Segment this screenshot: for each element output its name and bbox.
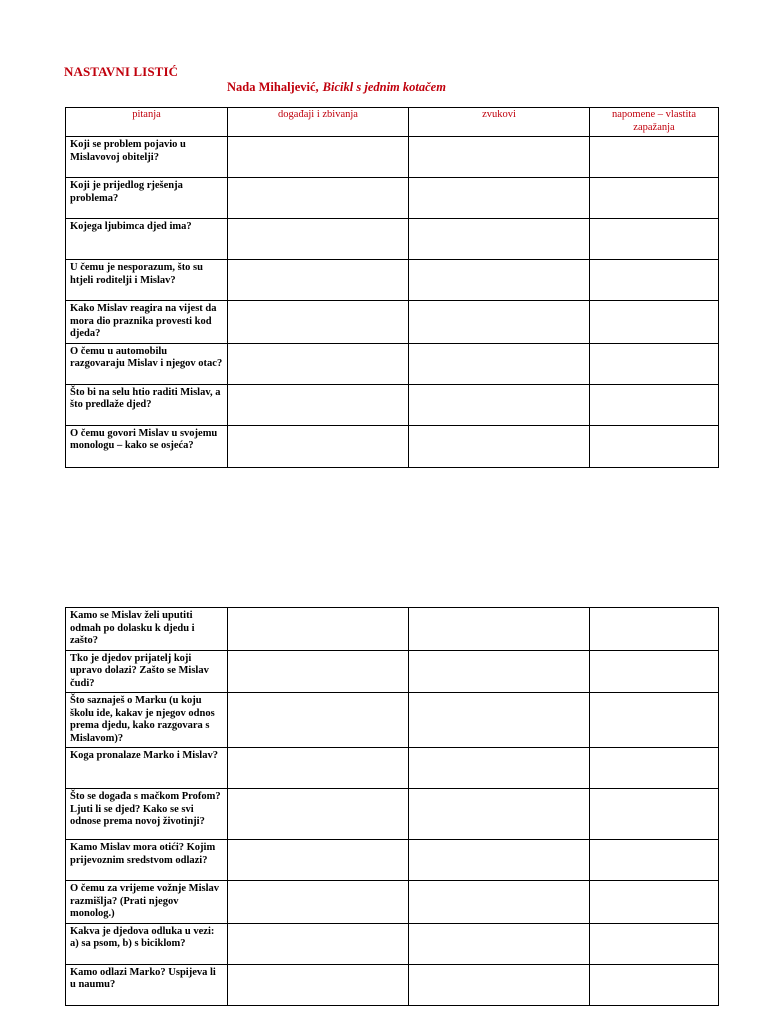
answer-cell-sounds[interactable]	[409, 384, 590, 425]
table-row	[66, 178, 719, 219]
answer-cell-sounds[interactable]	[409, 260, 590, 301]
answer-cell-events[interactable]	[228, 650, 409, 693]
answer-cell-sounds[interactable]	[409, 789, 590, 840]
table-row	[66, 219, 719, 260]
answer-cell-events[interactable]	[228, 748, 409, 789]
question-cell: Koji se problem pojavio u Mislavovoj obitelji?	[66, 137, 228, 178]
table-row	[66, 964, 719, 1005]
answer-cell-sounds[interactable]	[409, 301, 590, 344]
table-row	[66, 881, 719, 924]
answer-cell-notes[interactable]	[590, 137, 719, 178]
column-header-zvukovi: zvukovi	[409, 108, 590, 137]
answer-cell-notes[interactable]	[590, 343, 719, 384]
answer-cell-sounds[interactable]	[409, 219, 590, 260]
question-cell: O čemu za vrijeme vožnje Mislav razmišlja? (Prati njegov monolog.)	[66, 881, 228, 924]
question-cell: Što se događa s mačkom Profom? Ljuti li se djed? Kako se svi odnose prema novoj životinji?	[66, 789, 228, 840]
question-cell: Kako Mislav reagira na vijest da mora dio praznika provesti kod djeda?	[66, 301, 228, 344]
question-cell: Što saznaješ o Marku (u koju školu ide, kakav je njegov odnos prema djedu, kako razgovara s Mislavom)?	[66, 693, 228, 748]
worksheet-subtitle	[227, 80, 446, 95]
table-row	[66, 923, 719, 964]
answer-cell-events[interactable]	[228, 219, 409, 260]
work-title: Bicikl s jednim kotačem	[322, 80, 446, 94]
answer-cell-sounds[interactable]	[409, 840, 590, 881]
question-cell: O čemu govori Mislav u svojemu monologu – kako se osjeća?	[66, 425, 228, 467]
answer-cell-events[interactable]	[228, 260, 409, 301]
answer-cell-sounds[interactable]	[409, 343, 590, 384]
table-row	[66, 425, 719, 467]
question-cell: Kojega ljubimca djed ima?	[66, 219, 228, 260]
question-cell: Kamo se Mislav želi uputiti odmah po dolasku k djedu i zašto?	[66, 608, 228, 651]
answer-cell-events[interactable]	[228, 693, 409, 748]
answer-cell-sounds[interactable]	[409, 881, 590, 924]
answer-cell-events[interactable]	[228, 425, 409, 467]
answer-cell-notes[interactable]	[590, 384, 719, 425]
table-header-row	[66, 108, 719, 137]
answer-cell-sounds[interactable]	[409, 425, 590, 467]
answer-cell-sounds[interactable]	[409, 964, 590, 1005]
answer-cell-events[interactable]	[228, 881, 409, 924]
answer-cell-notes[interactable]	[590, 840, 719, 881]
answer-cell-notes[interactable]	[590, 964, 719, 1005]
table-row	[66, 650, 719, 693]
answer-cell-events[interactable]	[228, 789, 409, 840]
answer-cell-notes[interactable]	[590, 881, 719, 924]
answer-cell-sounds[interactable]	[409, 178, 590, 219]
table-row	[66, 260, 719, 301]
answer-cell-notes[interactable]	[590, 650, 719, 693]
question-cell: Što bi na selu htio raditi Mislav, a što predlaže djed?	[66, 384, 228, 425]
answer-cell-sounds[interactable]	[409, 650, 590, 693]
column-header-napomene: napomene – vlastita zapažanja	[590, 108, 719, 137]
answer-cell-sounds[interactable]	[409, 748, 590, 789]
answer-cell-events[interactable]	[228, 343, 409, 384]
answer-cell-events[interactable]	[228, 840, 409, 881]
answer-cell-notes[interactable]	[590, 219, 719, 260]
table-row	[66, 343, 719, 384]
answer-cell-events[interactable]	[228, 923, 409, 964]
questions-table-1	[65, 107, 719, 468]
answer-cell-notes[interactable]	[590, 923, 719, 964]
table-row	[66, 384, 719, 425]
table-row	[66, 789, 719, 840]
answer-cell-events[interactable]	[228, 384, 409, 425]
answer-cell-notes[interactable]	[590, 789, 719, 840]
worksheet-title: NASTAVNI LISTIĆ	[64, 64, 179, 79]
question-cell: U čemu je nesporazum, što su htjeli roditelji i Mislav?	[66, 260, 228, 301]
table-row	[66, 608, 719, 651]
question-cell: O čemu u automobilu razgovaraju Mislav i njegov otac?	[66, 343, 228, 384]
table-row	[66, 693, 719, 748]
answer-cell-notes[interactable]	[590, 260, 719, 301]
answer-cell-notes[interactable]	[590, 425, 719, 467]
question-cell: Kamo Mislav mora otići? Kojim prijevoznim sredstvom odlazi?	[66, 840, 228, 881]
question-cell: Koga pronalaze Marko i Mislav?	[66, 748, 228, 789]
questions-table-2	[65, 607, 719, 1006]
table-row	[66, 748, 719, 789]
answer-cell-sounds[interactable]	[409, 137, 590, 178]
answer-cell-notes[interactable]	[590, 608, 719, 651]
answer-cell-events[interactable]	[228, 964, 409, 1005]
author-name: Nada Mihaljević,	[227, 80, 319, 94]
question-cell: Kakva je djedova odluka u vezi: a) sa psom, b) s biciklom?	[66, 923, 228, 964]
question-cell: Tko je djedov prijatelj koji upravo dolazi? Zašto se Mislav čudi?	[66, 650, 228, 693]
answer-cell-notes[interactable]	[590, 301, 719, 344]
answer-cell-sounds[interactable]	[409, 608, 590, 651]
question-cell: Kamo odlazi Marko? Uspijeva li u naumu?	[66, 964, 228, 1005]
column-header-dogadaji: događaji i zbivanja	[228, 108, 409, 137]
answer-cell-notes[interactable]	[590, 748, 719, 789]
answer-cell-events[interactable]	[228, 301, 409, 344]
answer-cell-events[interactable]	[228, 608, 409, 651]
answer-cell-sounds[interactable]	[409, 923, 590, 964]
question-cell: Koji je prijedlog rješenja problema?	[66, 178, 228, 219]
answer-cell-notes[interactable]	[590, 178, 719, 219]
answer-cell-events[interactable]	[228, 137, 409, 178]
column-header-pitanja: pitanja	[66, 108, 228, 137]
answer-cell-sounds[interactable]	[409, 693, 590, 748]
answer-cell-notes[interactable]	[590, 693, 719, 748]
table-row	[66, 137, 719, 178]
table-row	[66, 301, 719, 344]
table-row	[66, 840, 719, 881]
answer-cell-events[interactable]	[228, 178, 409, 219]
